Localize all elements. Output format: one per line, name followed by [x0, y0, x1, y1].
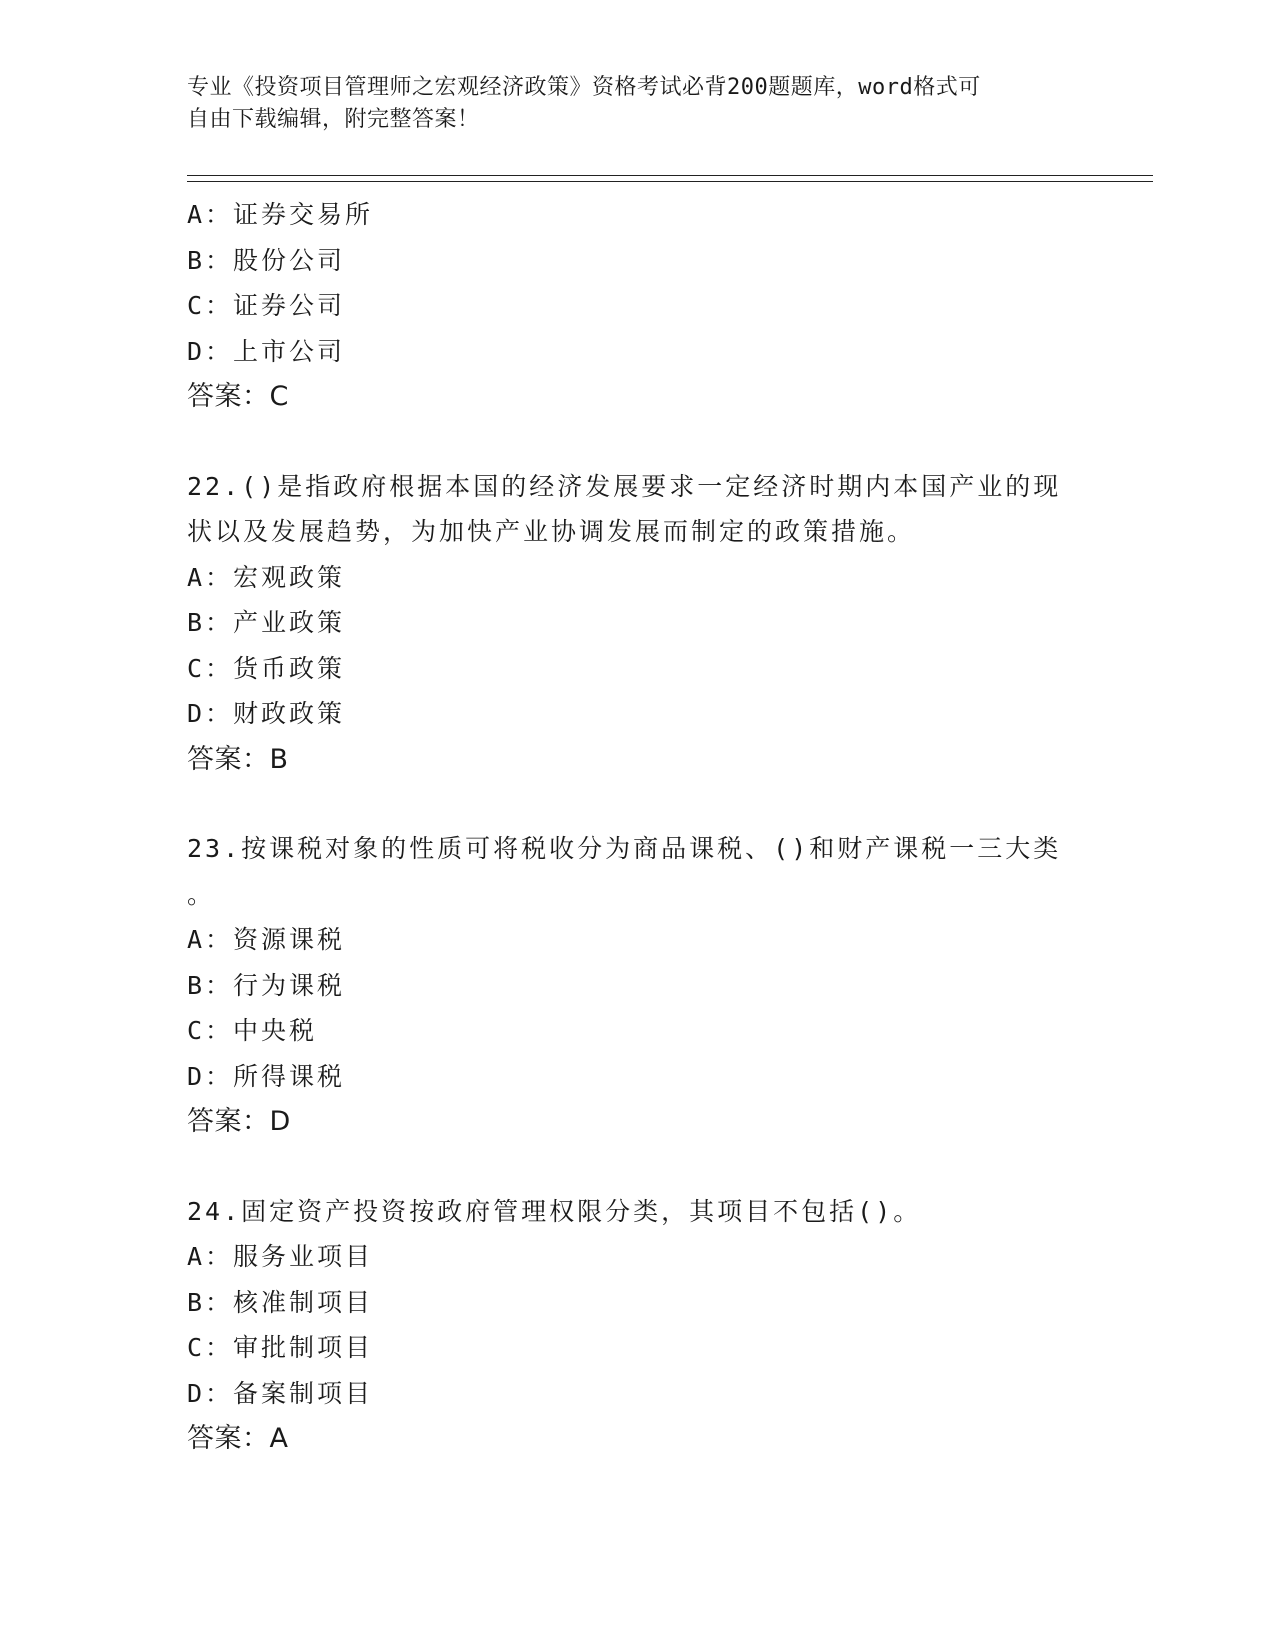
question-stem-line-1: 23.按课税对象的性质可将税收分为商品课税、()和财产课税一三大类 — [187, 834, 1062, 863]
spacer — [187, 420, 1087, 464]
answer: 答案：D — [187, 1106, 291, 1137]
header-title-line-2: 自由下载编辑，附完整答案！ — [187, 107, 480, 132]
question-23 — [187, 826, 1087, 1145]
option-a: A：资源课税 — [187, 925, 346, 954]
option-c: C：证券公司 — [187, 291, 346, 320]
question-stem-line-1: 24.固定资产投资按政府管理权限分类，其项目不包括()。 — [187, 1196, 922, 1226]
option-b: B：行为课税 — [187, 970, 346, 1000]
question-stem-line-2: 状以及发展趋势，为加快产业协调发展而制定的政策措施。 — [187, 517, 916, 546]
question-21 — [187, 192, 1087, 420]
question-stem-line-2: 。 — [187, 879, 216, 909]
document-header — [187, 72, 1067, 136]
header-divider-bottom — [187, 181, 1153, 182]
answer: 答案：B — [187, 743, 289, 775]
question-stem-line-1: 22.()是指政府根据本国的经济发展要求一定经济时期内本国产业的现 — [187, 471, 1062, 501]
question-list — [187, 192, 1087, 1462]
option-d: D：上市公司 — [187, 336, 346, 366]
spacer — [187, 782, 1087, 826]
option-c: C：审批制项目 — [187, 1333, 374, 1362]
question-24 — [187, 1189, 1087, 1462]
option-b: B：股份公司 — [187, 245, 346, 275]
question-22 — [187, 464, 1087, 783]
option-b: B：产业政策 — [187, 608, 346, 637]
answer: 答案：A — [187, 1423, 289, 1454]
option-a: A：宏观政策 — [187, 562, 346, 592]
header-divider-top — [187, 175, 1153, 176]
header-title-line-1: 专业《投资项目管理师之宏观经济政策》资格考试必背200题题库，word格式可 — [187, 75, 981, 100]
option-a: A：服务业项目 — [187, 1242, 374, 1271]
option-d: D：所得课税 — [187, 1061, 346, 1091]
option-a: A：证券交易所 — [187, 200, 374, 229]
option-c: C：货币政策 — [187, 653, 346, 683]
option-d: D：财政政策 — [187, 699, 346, 728]
option-b: B：核准制项目 — [187, 1287, 374, 1317]
spacer — [187, 1145, 1087, 1189]
answer: 答案：C — [187, 381, 289, 412]
option-d: D：备案制项目 — [187, 1378, 374, 1408]
option-c: C：中央税 — [187, 1016, 318, 1045]
